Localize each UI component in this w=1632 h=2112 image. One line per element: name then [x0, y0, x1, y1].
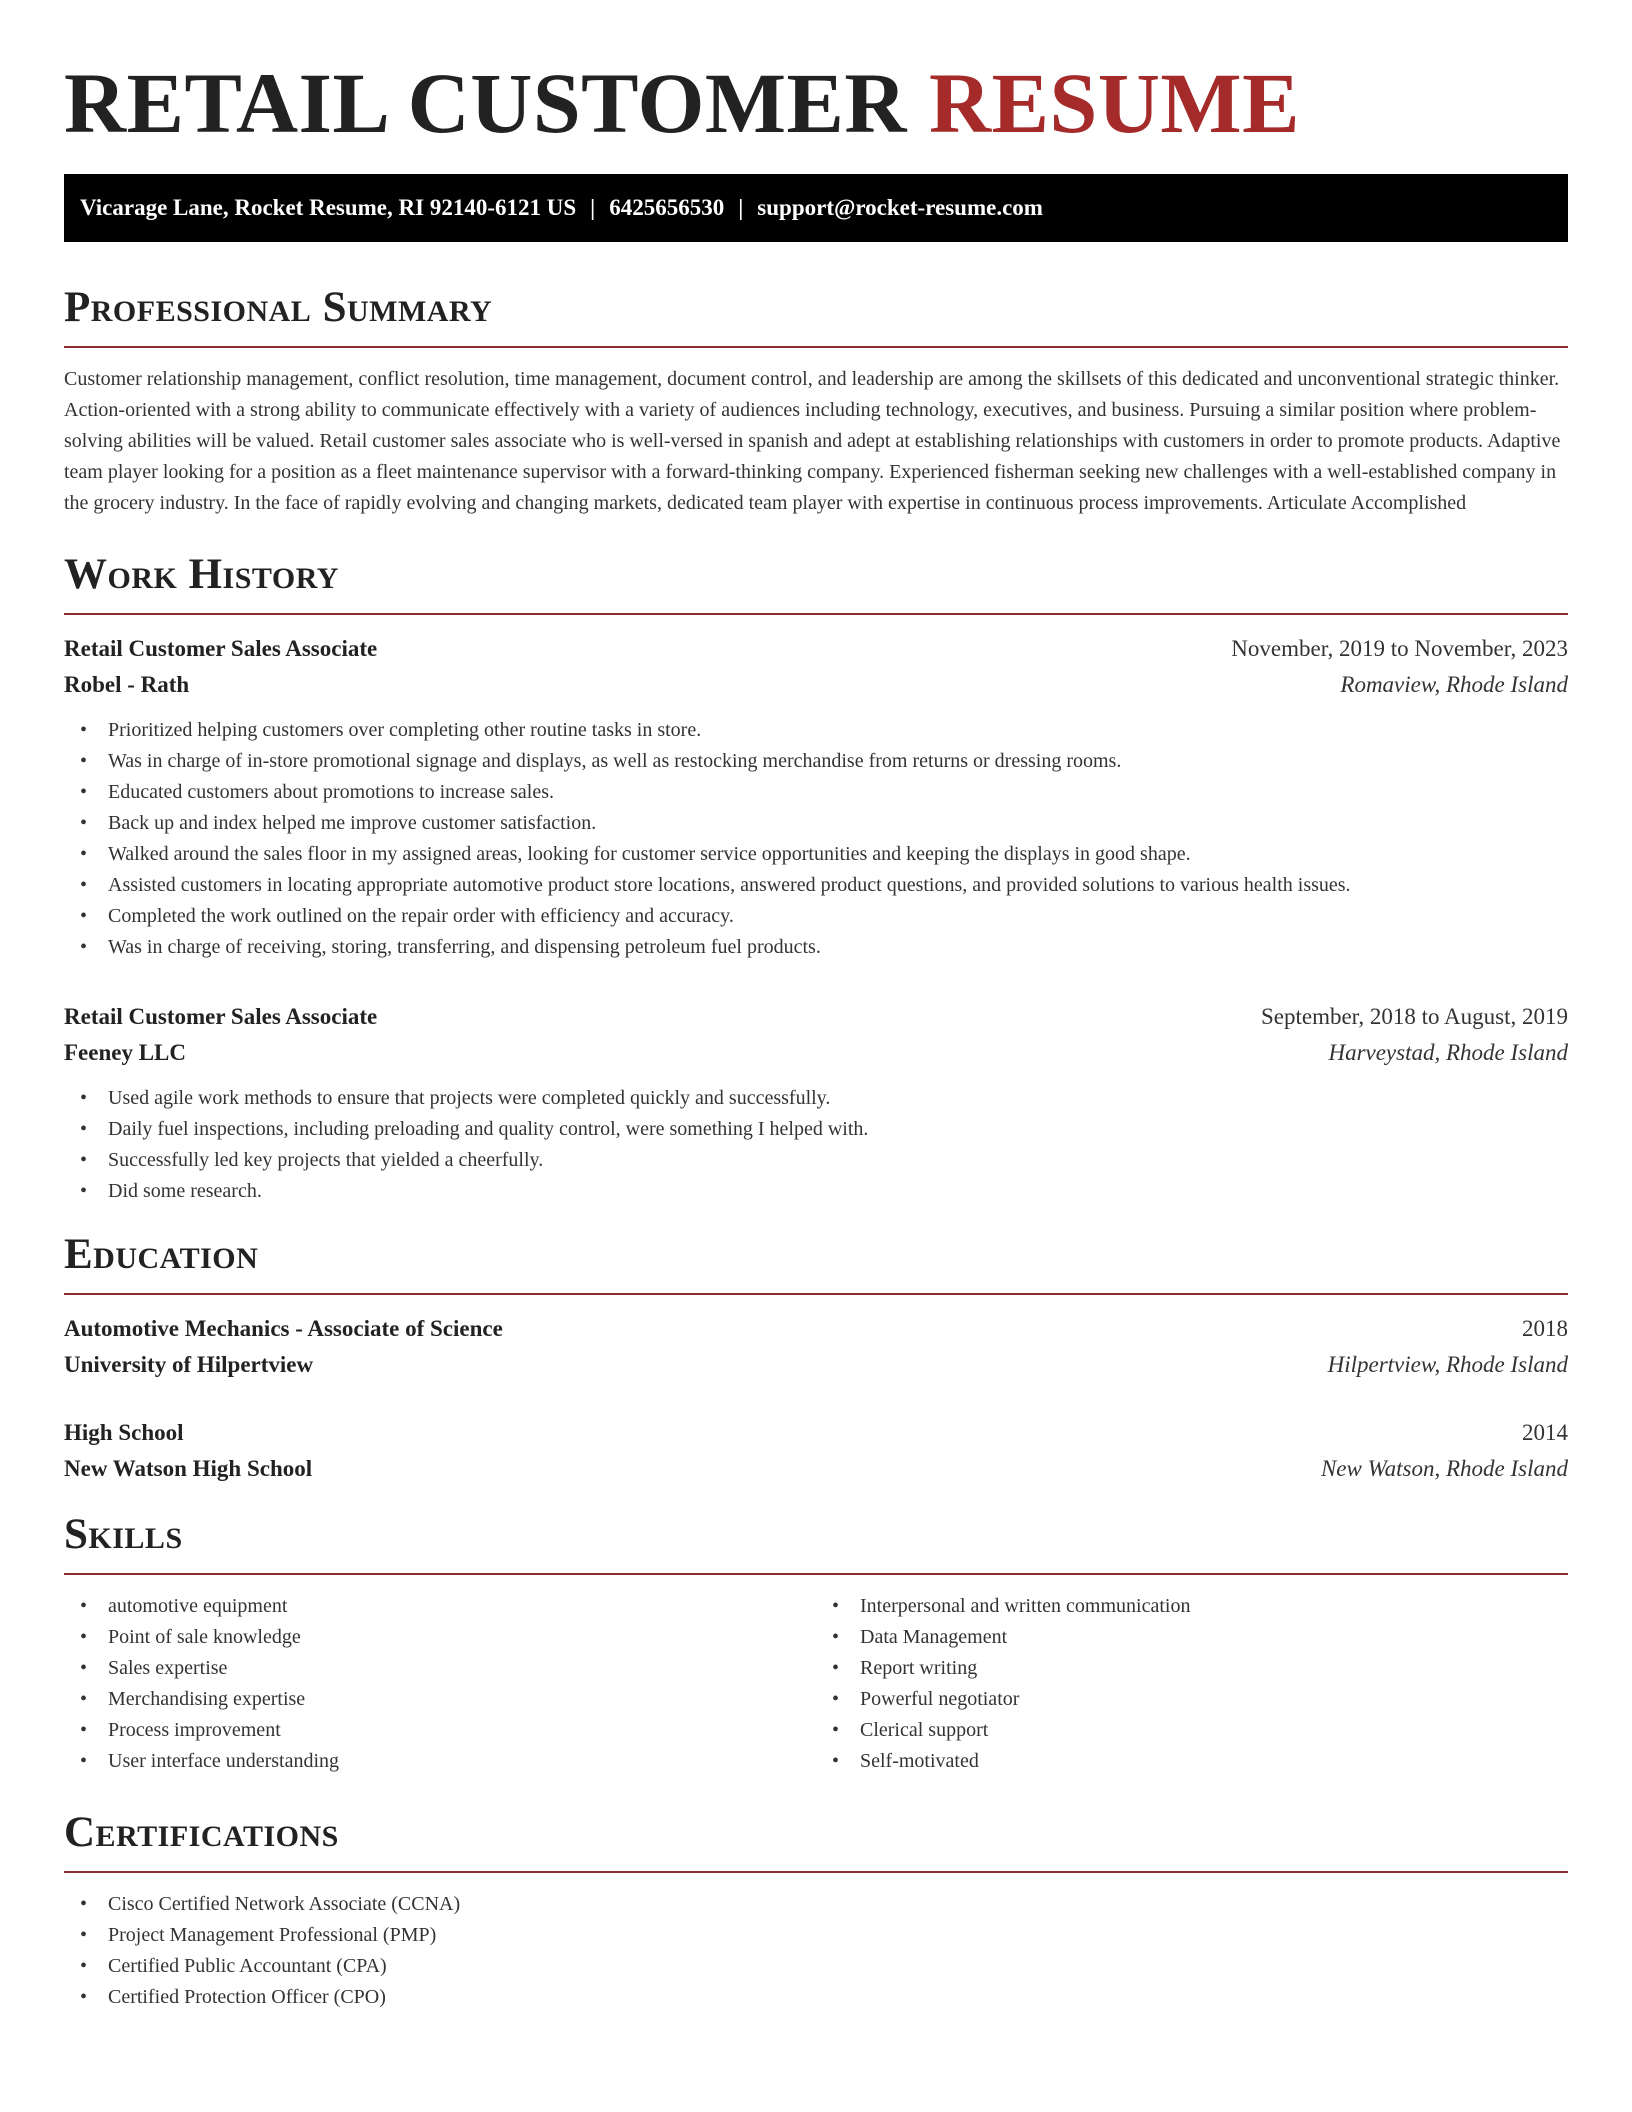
list-item: • Back up and index helped me improve customer satisfaction.: [64, 808, 1568, 839]
section-divider: [64, 346, 1568, 348]
contact-separator: |: [738, 195, 744, 220]
list-item: • Walked around the sales floor in my assigned areas, looking for customer service opportunities and keeping the displays in good shape.: [64, 839, 1568, 870]
job-entry: [64, 631, 1568, 963]
list-item: • Merchandising expertise: [64, 1684, 816, 1715]
work-history-section: [64, 549, 1568, 1207]
list-item: • Point of sale knowledge: [64, 1622, 816, 1653]
section-divider: [64, 1871, 1568, 1873]
education-header-row: [64, 1415, 1568, 1451]
list-item: • Used agile work methods to ensure that projects were completed quickly and successfully.: [64, 1083, 1568, 1114]
contact-bar: [64, 174, 1568, 242]
education-year: 2018: [1522, 1316, 1568, 1341]
resume-title: [64, 52, 1568, 154]
job-bullets: [64, 715, 1568, 963]
education-section: [64, 1229, 1568, 1487]
education-school: New Watson High School: [64, 1456, 313, 1481]
list-item: • Sales expertise: [64, 1653, 816, 1684]
skills-section: [64, 1509, 1568, 1777]
education-location: New Watson, Rhode Island: [1320, 1456, 1568, 1481]
list-item: • Educated customers about promotions to increase sales.: [64, 777, 1568, 808]
list-item: • Powerful negotiator: [816, 1684, 1568, 1715]
list-item: • Self-motivated: [816, 1746, 1568, 1777]
job-entry: [64, 999, 1568, 1207]
list-item: • Report writing: [816, 1653, 1568, 1684]
section-divider: [64, 613, 1568, 615]
section-heading-skills: Skills: [64, 1511, 183, 1558]
list-item: • Cisco Certified Network Associate (CCNA): [64, 1889, 1568, 1920]
list-item: • Completed the work outlined on the repair order with efficiency and accuracy.: [64, 901, 1568, 932]
contact-phone[interactable]: 6425656530: [609, 195, 725, 220]
list-item: • Certified Protection Officer (CPO): [64, 1982, 1568, 2013]
list-item: • Assisted customers in locating appropriate automotive product store locations, answered product questions, and provided solutions to various health issues.: [64, 870, 1568, 901]
list-item: • Project Management Professional (PMP): [64, 1920, 1568, 1951]
list-item: • Was in charge of receiving, storing, transferring, and dispensing petroleum fuel products.: [64, 932, 1568, 963]
education-entry: [64, 1311, 1568, 1383]
list-item: • Did some research.: [64, 1176, 1568, 1207]
section-heading-summary: Professional Summary: [64, 284, 493, 331]
skills-column-left: [64, 1591, 816, 1777]
job-bullets: [64, 1083, 1568, 1207]
education-location: Hilpertview, Rhode Island: [1327, 1352, 1568, 1377]
job-dates: September, 2018 to August, 2019: [1260, 1004, 1568, 1029]
contact-email[interactable]: support@rocket-resume.com: [757, 195, 1043, 220]
job-location: Harveystad, Rhode Island: [1328, 1040, 1568, 1065]
education-school: University of Hilpertview: [64, 1352, 314, 1377]
contact-address: Vicarage Lane, Rocket Resume, RI 92140-6121 US: [80, 195, 577, 220]
education-degree: High School: [64, 1420, 184, 1445]
job-title: Retail Customer Sales Associate: [64, 636, 378, 661]
education-header-row: [64, 1311, 1568, 1347]
list-item: • automotive equipment: [64, 1591, 816, 1622]
job-company: Feeney LLC: [64, 1040, 187, 1065]
title-accent: RESUME: [929, 55, 1300, 151]
section-heading-education: Education: [64, 1231, 259, 1278]
list-item: • Data Management: [816, 1622, 1568, 1653]
list-item: • Interpersonal and written communication: [816, 1591, 1568, 1622]
list-item: • User interface understanding: [64, 1746, 816, 1777]
education-school-row: [64, 1451, 1568, 1487]
section-divider: [64, 1293, 1568, 1295]
section-heading-work-history: Work History: [64, 551, 339, 598]
skills-list: [64, 1591, 816, 1777]
job-company-row: [64, 667, 1568, 703]
list-item: • Was in charge of in-store promotional signage and displays, as well as restocking merchandise from returns or dressing rooms.: [64, 746, 1568, 777]
list-item: • Daily fuel inspections, including preloading and quality control, were something I helped with.: [64, 1114, 1568, 1145]
certifications-section: [64, 1807, 1568, 2013]
summary-text: Customer relationship management, conflict resolution, time management, document control, and leadership are among the skillsets of this dedicated and unconventional strategic thinker. Action-oriented with a strong ability to communicate effectively with a variety of audiences including technology, executives, and business. Pursuing a similar position where problem-solving abilities will be valued. Retail customer sales associate who is well-versed in spanish and adept at establishing relationships with customers in order to promote products. Adaptive team player looking for a position as a fleet maintenance supervisor with a forward-thinking company. Experienced fisherman seeking new challenges with a well-established company in the grocery industry. In the face of rapidly evolving and changing markets, dedicated team player with expertise in continuous process improvements. Articulate Accomplished: [64, 368, 1561, 514]
list-item: • Successfully led key projects that yielded a cheerfully.: [64, 1145, 1568, 1176]
job-dates: November, 2019 to November, 2023: [1231, 636, 1568, 661]
list-item: • Certified Public Accountant (CPA): [64, 1951, 1568, 1982]
education-entry: [64, 1415, 1568, 1487]
job-title: Retail Customer Sales Associate: [64, 1004, 378, 1029]
job-header-row: [64, 999, 1568, 1035]
certifications-list: [64, 1889, 1568, 2013]
section-heading-certifications: Certifications: [64, 1809, 339, 1856]
job-location: Romaview, Rhode Island: [1340, 672, 1568, 697]
skills-column-right: [816, 1591, 1568, 1777]
summary-section: [64, 282, 1568, 519]
contact-separator: |: [590, 195, 596, 220]
list-item: • Process improvement: [64, 1715, 816, 1746]
job-company-row: [64, 1035, 1568, 1071]
list-item: • Clerical support: [816, 1715, 1568, 1746]
job-header-row: [64, 631, 1568, 667]
job-company: Robel - Rath: [64, 672, 190, 697]
skills-list: [816, 1591, 1568, 1777]
education-school-row: [64, 1347, 1568, 1383]
education-year: 2014: [1522, 1420, 1568, 1445]
title-main: RETAIL CUSTOMER: [64, 55, 908, 151]
skills-grid: [64, 1591, 1568, 1777]
education-degree: Automotive Mechanics - Associate of Science: [64, 1316, 503, 1341]
list-item: • Prioritized helping customers over completing other routine tasks in store.: [64, 715, 1568, 746]
section-divider: [64, 1573, 1568, 1575]
